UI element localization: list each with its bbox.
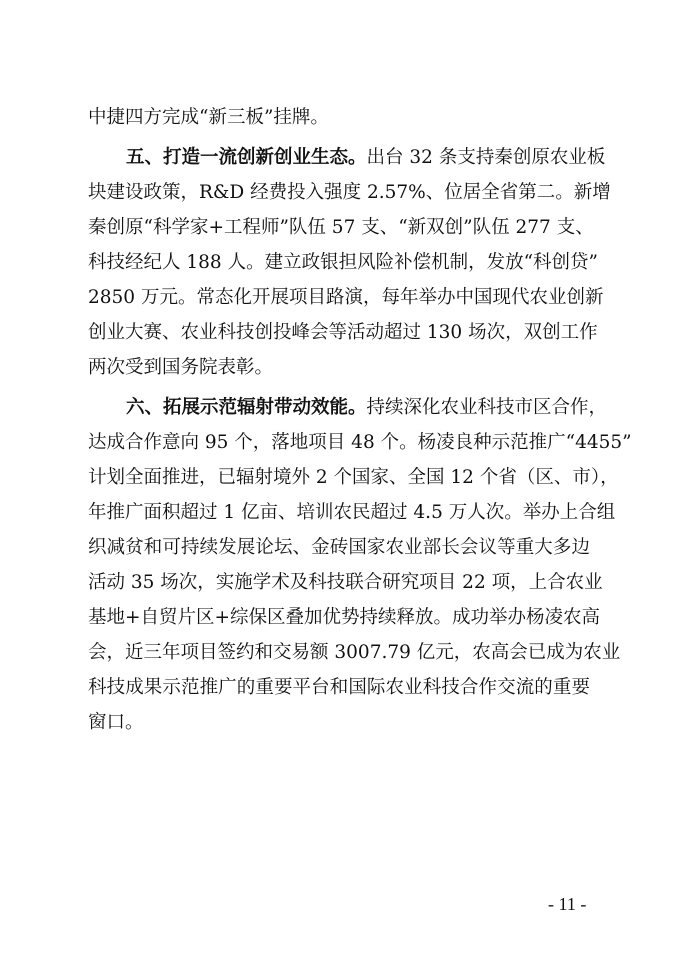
section-heading: 五、打造一流创新创业生态。 — [126, 147, 367, 168]
paragraph-line: 达成合作意向 95 个，落地项目 48 个。杨凌良种示范推广“4455” — [88, 432, 632, 453]
paragraph-line: 织减贫和可持续发展论坛、金砖国家农业部长会议等重大多边 — [88, 537, 590, 558]
section-six-first-line — [126, 396, 608, 420]
paragraph-line: 创业大赛、农业科技创投峰会等活动超过 130 场次，双创工作 — [88, 322, 598, 343]
paragraph-line: 科技经纪人 188 人。建立政银担风险补偿机制，发放“科创贷” — [88, 252, 598, 273]
paragraph-line: 基地+自贸片区+综保区叠加优势持续释放。成功举办杨凌农高 — [88, 607, 601, 628]
paragraph-line: 活动 35 场次，实施学术及科技联合研究项目 22 项，上合农业 — [88, 572, 603, 593]
paragraph-line: 两次受到国务院表彰。 — [88, 357, 274, 378]
paragraph-line: 秦创原“科学家+工程师”队伍 57 支、“新双创”队伍 277 支、 — [88, 217, 594, 238]
paragraph-line: 会，近三年项目签约和交易额 3007.79 亿元，农高会已成为农业 — [88, 642, 621, 663]
paragraph-text: 持续深化农业科技市区合作， — [366, 397, 608, 418]
paragraph-line: 窗口。 — [88, 712, 144, 733]
section-five-first-line — [126, 146, 606, 170]
section-heading: 六、拓展示范辐射带动效能。 — [126, 397, 367, 418]
paragraph-line: 块建设政策，R&D 经费投入强度 2.57%、位居全省第二。新增 — [88, 182, 611, 203]
page-number: - 11 - — [548, 894, 587, 914]
paragraph-text: 出台 32 条支持秦创原农业板 — [366, 147, 606, 168]
paragraph-line: 年推广面积超过 1 亿亩、培训农民超过 4.5 万人次。举办上合组 — [88, 502, 616, 523]
paragraph-line: 计划全面推进，已辐射境外 2 个国家、全国 12 个省（区、市）， — [88, 467, 619, 488]
paragraph-line: 科技成果示范推广的重要平台和国际农业科技合作交流的重要 — [88, 677, 590, 698]
paragraph-line: 2850 万元。常态化开展项目路演，每年举办中国现代农业创新 — [88, 287, 604, 308]
paragraph-line: 中捷四方完成“新三板”挂牌。 — [88, 107, 329, 128]
